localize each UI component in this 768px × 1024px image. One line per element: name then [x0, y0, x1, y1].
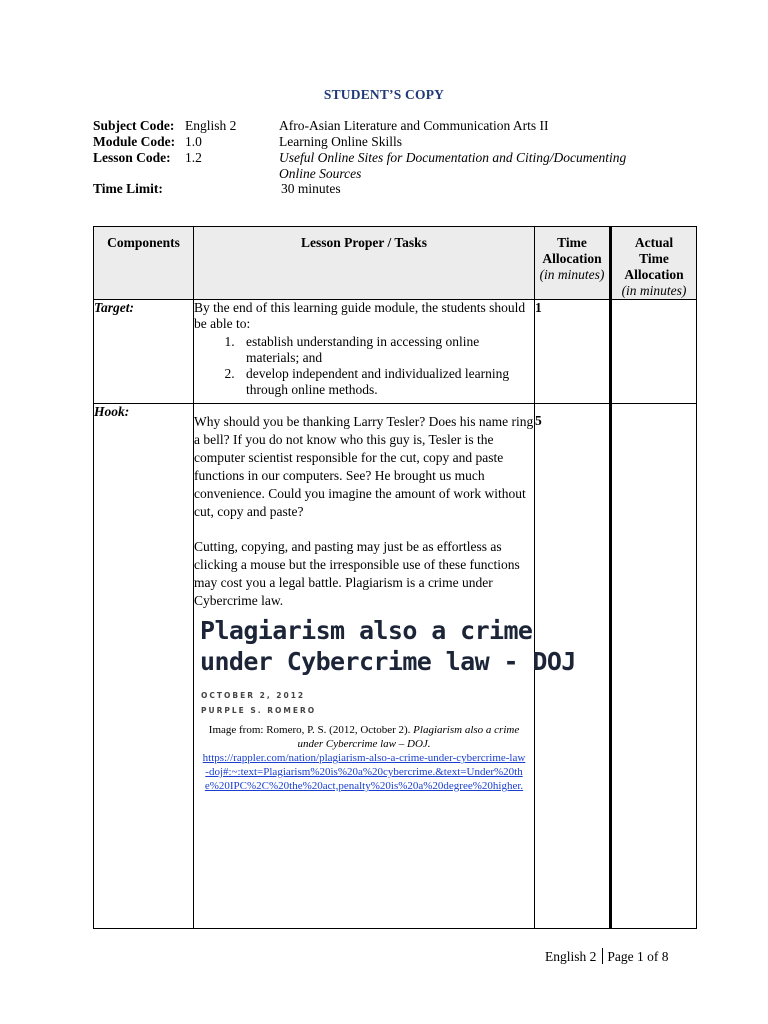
target-label-cell: [94, 300, 194, 404]
subject-code-label: Subject Code:: [93, 118, 175, 133]
target-content-cell: [194, 300, 535, 404]
target-label: Target:: [94, 300, 134, 315]
lesson-table: [93, 226, 697, 929]
header-time-allocation: [535, 227, 611, 300]
news-headline-image: [200, 615, 576, 719]
table-row-hook: [94, 404, 697, 929]
footer-separator: [602, 948, 603, 964]
target-actual-cell: [611, 300, 697, 404]
banner-headline-line1: Plagiarism also a crime: [200, 616, 533, 645]
subject-code-row: [93, 118, 673, 134]
time-limit-row: [93, 181, 673, 197]
lesson-code-desc: Useful Online Sites for Documentation and Citing/Documenting Online Sources: [279, 150, 627, 181]
image-caption: [194, 723, 534, 793]
hook-label-cell: [94, 404, 194, 929]
footer-subject: English 2: [545, 949, 597, 964]
banner-date: OCTOBER 2, 2012: [201, 691, 306, 700]
hook-actual-cell: [611, 404, 697, 929]
banner-author: PURPLE S. ROMERO: [201, 706, 317, 715]
target-intro: By the end of this learning guide module, the students should be able to:: [194, 300, 526, 331]
module-code-value: 1.0: [185, 134, 202, 149]
caption-title: Plagiarism also a crime under Cybercrime law – DOJ.: [297, 724, 520, 750]
source-link[interactable]: https://rappler.com/nation/plagiarism-also-a-crime-under-cybercrime-law-doj#:~:text=Plagiarism%20is%20a%20cybercrime.&text=Under%20the%20IPC%2C%20the%20act,penalty%20is%20a%20degree%20higher.: [202, 752, 526, 792]
hook-paragraph-1: Why should you be thanking Larry Tesler? Does his name ring a bell? If you do not know who this guy is, Tesler is the computer scientist responsible for the cut, copy and paste functions in our computers. See? He brought us much convenience. Could you imagine the amount of work without cut, copy and paste?: [194, 414, 534, 519]
hook-content-cell: [194, 404, 576, 929]
caption-prefix: Image from: Romero, P. S. (2012, October 2).: [208, 724, 414, 736]
target-time-cell: [535, 300, 611, 404]
module-code-label: Module Code:: [93, 134, 176, 149]
header-actual-sub: (in minutes): [621, 283, 687, 298]
lesson-code-row: [93, 150, 673, 181]
page-footer: [545, 948, 669, 965]
table-header-row: [94, 227, 697, 300]
header-time-line2: Allocation: [542, 251, 602, 266]
header-actual-line2: Time: [639, 251, 669, 266]
header-time-sub: (in minutes): [539, 267, 605, 282]
subject-code-desc: Afro-Asian Literature and Communication Arts II: [279, 118, 549, 133]
subject-code-value: English 2: [185, 118, 237, 133]
banner-headline: [200, 615, 576, 677]
hook-label: Hook:: [94, 404, 130, 419]
module-code-row: [93, 134, 673, 150]
time-limit-label: Time Limit:: [93, 181, 163, 196]
target-time: 1: [535, 300, 542, 315]
footer-page-number: Page 1 of 8: [607, 949, 669, 964]
header-actual-line3: Allocation: [624, 267, 684, 282]
banner-headline-line2: under Cybercrime law - DOJ: [200, 647, 576, 676]
table-row-target: [94, 300, 697, 404]
hook-time: 5: [535, 413, 542, 428]
module-code-desc: Learning Online Skills: [279, 134, 402, 149]
header-actual-line1: Actual: [634, 235, 674, 250]
objective-item: 1. establish understanding in accessing online materials; and: [238, 334, 534, 366]
objective-item: 2. develop independent and individualized learning through online methods.: [238, 366, 534, 398]
header-actual-time: [611, 227, 697, 300]
hook-paragraph-2: Cutting, copying, and pasting may just be as effortless as clicking a mouse but the irresponsible use of these functions may cost you a legal battle. Plagiarism is a crime under Cybercrime law.: [194, 539, 520, 608]
lesson-code-label: Lesson Code:: [93, 150, 171, 165]
header-components: Components: [94, 227, 194, 300]
header-time-line1: Time: [557, 235, 587, 250]
document-title: STUDENT’S COPY: [323, 87, 445, 102]
module-info: [93, 118, 673, 197]
time-limit-value: 30 minutes: [281, 181, 341, 196]
header-lesson-tasks: Lesson Proper / Tasks: [194, 227, 535, 300]
lesson-code-value: 1.2: [185, 150, 202, 165]
objectives-list: [194, 334, 534, 398]
